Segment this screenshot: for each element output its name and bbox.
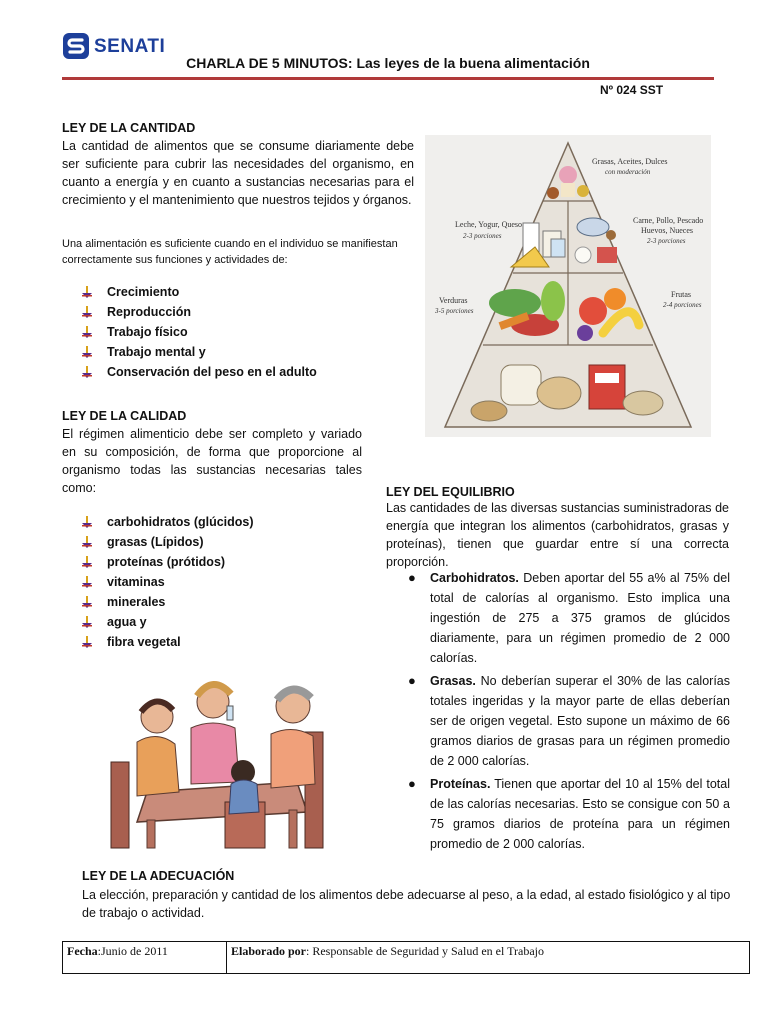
pyramid-label-top-sub: con moderación xyxy=(605,168,651,176)
food-pyramid-image xyxy=(425,135,711,437)
bullet-dot-icon: ● xyxy=(408,570,416,585)
document-number: Nº 024 SST xyxy=(600,83,664,97)
arrow-bullet-icon xyxy=(80,365,94,379)
people-eating-illustration xyxy=(107,672,329,850)
fecha-value: :Junio de 2011 xyxy=(97,944,168,958)
cantidad-body: La cantidad de alimentos que se consume diariamente debe ser suficiente para cubrir las necesidades del organismo, en cuanto a energía y en cuanto a sustancias necesarias para el crecimiento y el mantenimiento que nuestros tejidos y órganos. xyxy=(62,139,414,207)
fecha-cell xyxy=(63,942,227,974)
list-item: Trabajo mental y xyxy=(62,342,317,362)
arrow-bullet-icon xyxy=(80,575,94,589)
pyramid-label-top: Grasas, Aceites, Dulces xyxy=(592,157,668,166)
pyramid-label-meat-2: Huevos, Nueces xyxy=(641,226,693,235)
elaborado-value: : Responsable de Seguridad y Salud en el Trabajo xyxy=(306,944,544,958)
section-heading-adecuacion: LEY DE LA ADECUACIÓN xyxy=(82,869,235,883)
pyramid-label-vegetables-sub: 3-5 porciones xyxy=(435,307,474,315)
arrow-bullet-icon xyxy=(80,515,94,529)
arrow-bullet-icon xyxy=(80,345,94,359)
list-item: Conservación del peso en el adulto xyxy=(62,362,317,382)
list-item: grasas (Lípidos) xyxy=(62,532,254,552)
list-item: ● Proteínas. Tienen que aportar del 10 al 15% del total de las calorías necesarias. Esto se consigue con 50 a 75 gramos diarios de proteína para un régimen promedio de 2 000 calorías. xyxy=(408,776,730,851)
pyramid-label-meat-sub: 2-3 porciones xyxy=(647,237,686,245)
food-pyramid-illustration xyxy=(425,135,711,437)
list-item: minerales xyxy=(62,592,254,612)
cantidad-note: Una alimentación es suficiente cuando en el individuo se manifiestan correctamente sus funciones y actividades de: xyxy=(62,238,398,266)
page-title: CHARLA DE 5 MINUTOS: Las leyes de la buena alimentación xyxy=(186,55,590,71)
table-row xyxy=(63,942,750,974)
arrow-bullet-icon xyxy=(80,305,94,319)
arrow-bullet-icon xyxy=(80,535,94,549)
section-heading-equilibrio: LEY DEL EQUILIBRIO xyxy=(386,485,515,499)
list-item: Crecimiento xyxy=(62,282,317,302)
pyramid-label-meat: Carne, Pollo, Pescado xyxy=(633,216,704,225)
list-item: fibra vegetal xyxy=(62,632,254,652)
section-heading-calidad: LEY DE LA CALIDAD xyxy=(62,409,187,423)
list-item: Trabajo físico xyxy=(62,322,317,342)
arrow-bullet-icon xyxy=(80,555,94,569)
list-item: carbohidratos (glúcidos) xyxy=(62,512,254,532)
people-eating-image xyxy=(107,672,329,850)
equilibrio-body: Las cantidades de las diversas sustancias suministradoras de energía que integran los alimentos (carbohidratos, grasas y proteínas), tienen que guardar entre sí una correcta proporción. xyxy=(386,501,729,569)
pyramid-label-dairy-sub: 2-3 porciones xyxy=(463,232,502,240)
list-item: ● Grasas. No deberían superar el 30% de las calorías totales ingeridas y la mayor parte de ellas deberían ser de origen vegetal. Esto supone un máximo de 66 gramos diarios de grasas para un régimen promedio de 2 000 calorías. xyxy=(408,673,730,768)
footer-table xyxy=(62,941,750,974)
adecuacion-body: La elección, preparación y cantidad de los alimentos debe adecuarse al peso, a la edad, al estado fisiológico y al tipo de trabajo o actividad. xyxy=(82,888,731,920)
section-heading-cantidad: LEY DE LA CANTIDAD xyxy=(62,121,196,135)
equilibrio-list xyxy=(404,568,730,857)
arrow-bullet-icon xyxy=(80,595,94,609)
arrow-bullet-icon xyxy=(80,615,94,629)
list-item: vitaminas xyxy=(62,572,254,592)
elaborado-cell xyxy=(227,942,750,974)
arrow-bullet-icon xyxy=(80,635,94,649)
list-item: proteínas (prótidos) xyxy=(62,552,254,572)
list-item: agua y xyxy=(62,612,254,632)
bullet-dot-icon: ● xyxy=(408,673,416,688)
pyramid-label-fruits-sub: 2-4 porciones xyxy=(663,301,702,309)
fecha-label: Fecha xyxy=(67,944,98,958)
title-divider xyxy=(62,77,714,80)
logo-text: SENATI xyxy=(94,36,166,57)
elaborado-label: Elaborado por xyxy=(231,944,307,958)
calidad-body: El régimen alimenticio debe ser completo y variado en su composición, de forma que proporcione al organismo todas las sustancias necesarias tales como: xyxy=(62,427,362,495)
calidad-list xyxy=(62,512,254,652)
cantidad-list xyxy=(62,282,317,382)
list-item: Reproducción xyxy=(62,302,317,322)
arrow-bullet-icon xyxy=(80,325,94,339)
pyramid-label-vegetables: Verduras xyxy=(439,296,468,305)
pyramid-label-fruits: Frutas xyxy=(671,290,691,299)
arrow-bullet-icon xyxy=(80,285,94,299)
list-item: ● Carbohidratos. Deben aportar del 55 a% al 75% del total de calorías al organismo. Esto implica una ingestión de 275 a 375 gramos de glúcidos diariamente, para un régimen promedio de 2 000 calorías. xyxy=(408,570,730,665)
pyramid-label-dairy: Leche, Yogur, Queso xyxy=(455,220,523,229)
bullet-dot-icon: ● xyxy=(408,776,416,791)
